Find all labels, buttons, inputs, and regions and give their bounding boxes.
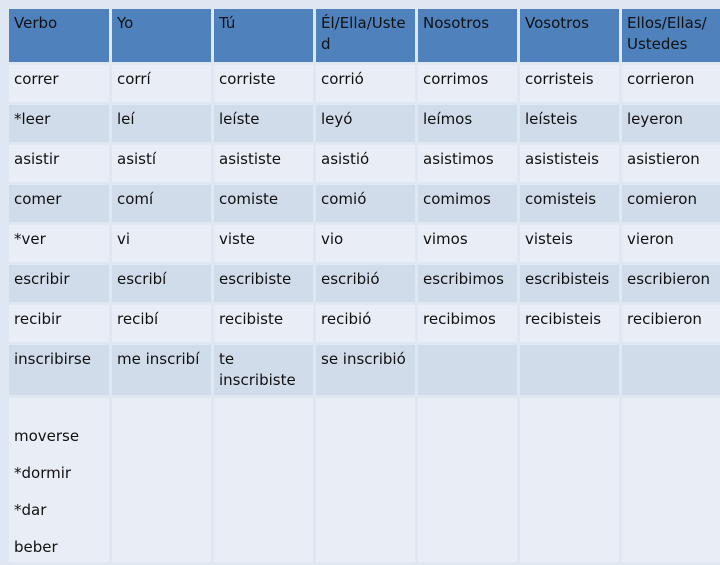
table-cell: vi	[112, 225, 211, 262]
table-cell: asistió	[316, 145, 415, 182]
table-row	[9, 105, 720, 142]
table-cell: escribimos	[418, 265, 517, 302]
table-cell: escribisteis	[520, 265, 619, 302]
table-cell: recibisteis	[520, 305, 619, 342]
verb-label: *dormir	[14, 464, 72, 482]
table-cell: *leer	[9, 105, 109, 142]
table-cell: se inscribió	[316, 345, 415, 395]
verb-label: beber	[14, 538, 58, 556]
table-cell: corrí	[112, 65, 211, 102]
table-cell	[418, 345, 517, 395]
table-cell: leyó	[316, 105, 415, 142]
table-cell-empty	[418, 398, 517, 562]
table-row	[9, 305, 720, 342]
header-cell-verbo: Verbo	[9, 9, 109, 62]
table-cell: te inscribiste	[214, 345, 313, 395]
table-cell-empty	[112, 398, 211, 562]
table-cell: me inscribí	[112, 345, 211, 395]
table-row	[9, 145, 720, 182]
verb-label: moverse	[14, 427, 80, 445]
table-cell: asististe	[214, 145, 313, 182]
header-cell-tu: Tú	[214, 9, 313, 62]
header-cell-nosotros: Nosotros	[418, 9, 517, 62]
table-row	[9, 225, 720, 262]
table-cell: corriste	[214, 65, 313, 102]
table-cell-empty	[520, 398, 619, 562]
table-cell: recibiste	[214, 305, 313, 342]
table-cell: leímos	[418, 105, 517, 142]
table-row	[9, 185, 720, 222]
table-cell: asististeis	[520, 145, 619, 182]
table-cell: escribiste	[214, 265, 313, 302]
table-cell: vimos	[418, 225, 517, 262]
table-cell: corrieron	[622, 65, 720, 102]
table-cell: escribí	[112, 265, 211, 302]
table-row-unconjugated	[9, 398, 720, 562]
table-cell-empty	[622, 398, 720, 562]
header-cell-yo: Yo	[112, 9, 211, 62]
table-cell: viste	[214, 225, 313, 262]
table-row	[9, 345, 720, 395]
table-cell: asistí	[112, 145, 211, 182]
table-cell: comer	[9, 185, 109, 222]
table-cell: comieron	[622, 185, 720, 222]
header-row	[9, 9, 720, 62]
table-cell: comiste	[214, 185, 313, 222]
header-cell-el-ella-usted: Él/Ella/Usted	[316, 9, 415, 62]
table-cell: escribir	[9, 265, 109, 302]
table-cell: leyeron	[622, 105, 720, 142]
table-cell	[622, 345, 720, 395]
table-cell	[520, 345, 619, 395]
table-cell: recibió	[316, 305, 415, 342]
conjugation-table	[6, 6, 720, 565]
table-cell: recibí	[112, 305, 211, 342]
table-cell: leísteis	[520, 105, 619, 142]
table-cell: visteis	[520, 225, 619, 262]
table-cell: leíste	[214, 105, 313, 142]
verb-list-cell	[9, 398, 109, 562]
table-cell: asistieron	[622, 145, 720, 182]
table-cell: *ver	[9, 225, 109, 262]
verb-label: *dar	[14, 501, 47, 519]
table-cell: comimos	[418, 185, 517, 222]
table-cell: escribió	[316, 265, 415, 302]
header-cell-vosotros: Vosotros	[520, 9, 619, 62]
table-cell: recibieron	[622, 305, 720, 342]
table-cell: corrimos	[418, 65, 517, 102]
table-cell: leí	[112, 105, 211, 142]
table-cell: inscribirse	[9, 345, 109, 395]
header-cell-ellos-ellas-ustedes: Ellos/Ellas/Ustedes	[622, 9, 720, 62]
table-row	[9, 265, 720, 302]
table-cell: recibir	[9, 305, 109, 342]
table-cell: vio	[316, 225, 415, 262]
table-cell-empty	[316, 398, 415, 562]
table-cell: vieron	[622, 225, 720, 262]
table-cell-empty	[214, 398, 313, 562]
table-cell: escribieron	[622, 265, 720, 302]
table-cell: recibimos	[418, 305, 517, 342]
table-cell: comió	[316, 185, 415, 222]
table-cell: comisteis	[520, 185, 619, 222]
table-cell: corristeis	[520, 65, 619, 102]
table-cell: corrió	[316, 65, 415, 102]
table-cell: asistir	[9, 145, 109, 182]
table-row	[9, 65, 720, 102]
table-cell: correr	[9, 65, 109, 102]
table-cell: comí	[112, 185, 211, 222]
table-cell: asistimos	[418, 145, 517, 182]
